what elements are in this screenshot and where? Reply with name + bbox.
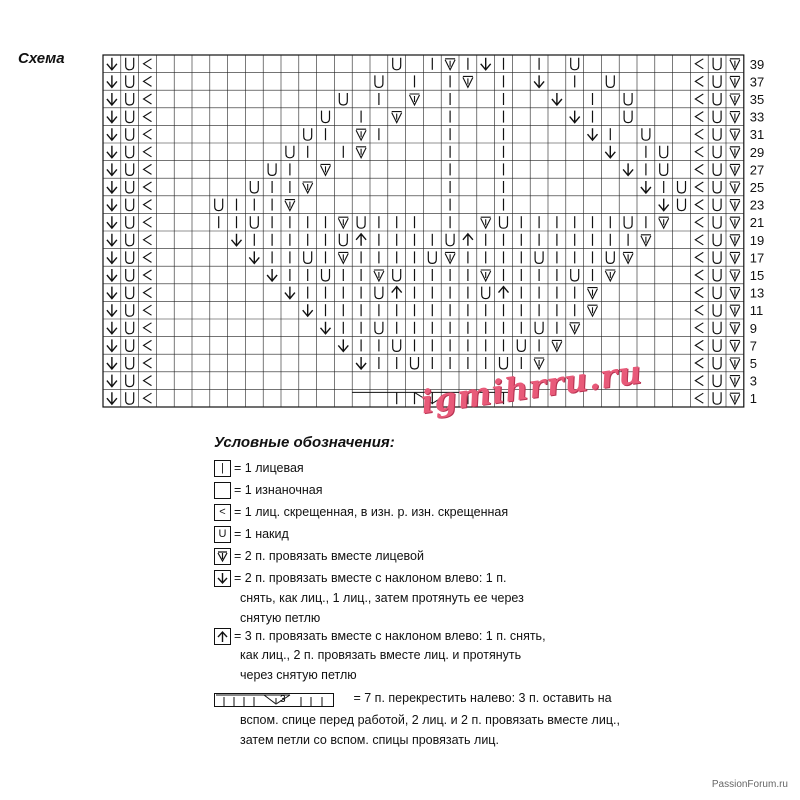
chart-stitch (660, 163, 668, 175)
row-number-label: 19 (749, 232, 765, 248)
chart-stitch (571, 58, 579, 70)
footer-credit: PassionForum.ru (711, 779, 788, 790)
border-stitch-right (713, 128, 721, 140)
chart-stitch (428, 251, 436, 263)
chart-stitch (285, 287, 295, 299)
ssk-icon (214, 570, 231, 587)
chart-stitch (500, 216, 508, 228)
chart-stitch (304, 251, 312, 263)
chart-stitch (303, 182, 313, 193)
chart-stitch (517, 339, 525, 351)
border-stitch-left (107, 251, 117, 263)
chart-stitch (678, 181, 686, 193)
row-number-label: 39 (749, 56, 765, 72)
border-stitch-right (713, 304, 721, 316)
schema-title: Схема (18, 50, 65, 67)
border-stitch-left (107, 93, 117, 105)
border-stitch-right (730, 129, 740, 140)
chart-stitch (588, 128, 598, 140)
chart-stitch (356, 234, 366, 246)
border-stitch-left (107, 322, 117, 334)
border-stitch-right (713, 375, 721, 387)
chart-stitch (605, 146, 615, 158)
chart-stitch (374, 270, 384, 281)
sk2p-icon (214, 628, 231, 645)
legend-purl (214, 480, 322, 500)
border-stitch-right (713, 199, 721, 211)
chart-stitch (552, 340, 562, 351)
chart-stitch (392, 112, 402, 123)
chart-stitch (392, 287, 402, 299)
border-stitch-left (126, 251, 134, 263)
border-stitch-right (695, 305, 703, 315)
chart-stitch (659, 217, 669, 228)
cross-number: 3 (280, 693, 286, 705)
chart-stitch (588, 288, 598, 299)
border-stitch-right (695, 112, 703, 122)
border-stitch-left (126, 111, 134, 123)
border-stitch-right (730, 323, 740, 334)
border-stitch-right (713, 93, 721, 105)
k2tog-icon (214, 548, 231, 565)
chart-stitch (605, 270, 615, 281)
legend-sk2p-text-1: = 3 п. провязать вместе с наклоном влево: 1 п. снять, (234, 629, 546, 643)
chart-stitch (215, 199, 223, 211)
border-stitch-right (695, 76, 703, 86)
chart-stitch (678, 199, 686, 211)
border-stitch-left (107, 287, 117, 299)
border-stitch-left (107, 128, 117, 140)
border-stitch-left (144, 217, 152, 227)
legend-cross-text-3: затем петли со вспом. спицы провязать лиц. (240, 733, 499, 747)
legend-ssk (214, 568, 506, 588)
border-stitch-left (144, 393, 152, 403)
border-stitch-right (695, 323, 703, 333)
chart-stitch (375, 287, 383, 299)
border-stitch-left (107, 269, 117, 281)
border-stitch-right (695, 358, 703, 368)
border-stitch-left (107, 304, 117, 316)
row-number-label: 25 (749, 180, 765, 195)
border-stitch-left (144, 235, 152, 245)
legend-knit-text: = 1 лицевая (234, 461, 304, 475)
border-stitch-left (107, 199, 117, 211)
border-stitch-right (730, 112, 740, 123)
legend-knit (214, 458, 304, 478)
chart-stitch (588, 305, 598, 316)
border-stitch-right (713, 163, 721, 175)
chart-stitch (249, 251, 259, 263)
cable-cross-icon (214, 690, 342, 708)
watermark: igmihrru.ru (418, 352, 645, 422)
border-stitch-right (695, 182, 703, 192)
chart-stitch (268, 163, 276, 175)
chart-stitch (375, 322, 383, 334)
row-number-label: 3 (749, 373, 758, 389)
legend-sk2p-text-2: как лиц., 2 п. провязать вместе лиц. и протянуть (240, 648, 522, 662)
border-stitch-left (126, 234, 134, 246)
chart-stitch (304, 128, 312, 140)
border-stitch-right (695, 393, 703, 403)
chart-stitch (535, 322, 543, 334)
chart-stitch (339, 93, 347, 105)
border-stitch-right (695, 94, 703, 104)
legend-ktbl (214, 502, 508, 522)
chart-stitch (375, 75, 383, 87)
border-stitch-left (144, 164, 152, 174)
chart-stitch (624, 111, 632, 123)
border-stitch-left (126, 375, 134, 387)
border-stitch-right (695, 340, 703, 350)
border-stitch-right (695, 200, 703, 210)
border-stitch-right (730, 393, 740, 404)
row-number-label: 21 (749, 215, 765, 231)
border-stitch-left (107, 375, 117, 387)
chart-stitch (642, 128, 650, 140)
border-stitch-left (107, 163, 117, 175)
chart-stitch (250, 181, 258, 193)
chart-grid (103, 55, 744, 407)
chart-stitch (445, 252, 455, 263)
chart-stitch (356, 147, 366, 158)
border-stitch-right (730, 305, 740, 316)
chart-stitch (570, 323, 580, 334)
chart-stitch (393, 339, 401, 351)
chart-stitch (232, 234, 242, 246)
chart-stitch (393, 58, 401, 70)
border-stitch-left (126, 146, 134, 158)
chart-stitch (410, 94, 420, 105)
chart-stitch (606, 251, 614, 263)
row-number-label: 11 (749, 303, 764, 319)
row-number-label: 15 (749, 268, 765, 283)
border-stitch-right (695, 59, 703, 69)
chart-stitch (463, 234, 473, 246)
chart-stitch (303, 304, 313, 316)
border-stitch-right (695, 129, 703, 139)
border-stitch-left (107, 146, 117, 158)
chart-stitch (641, 235, 651, 246)
border-stitch-right (713, 111, 721, 123)
chart-stitch (535, 251, 543, 263)
border-stitch-right (730, 376, 740, 387)
border-stitch-left (144, 76, 152, 86)
row-number-label: 29 (749, 144, 765, 160)
legend-cross-text-2: вспом. спице перед работой, 2 лиц. и 2 п. провязать вместе лиц., (240, 713, 620, 727)
row-number-label: 7 (749, 338, 758, 354)
border-stitch-left (144, 182, 152, 192)
border-stitch-right (695, 252, 703, 262)
border-stitch-right (695, 376, 703, 386)
border-stitch-right (730, 235, 740, 246)
twisted-stitch-icon: < (214, 504, 231, 521)
chart-stitch (357, 216, 365, 228)
row-number-column (750, 57, 764, 406)
border-stitch-left (144, 129, 152, 139)
border-stitch-right (695, 147, 703, 157)
legend-purl-text: = 1 изнаночная (234, 483, 323, 497)
border-stitch-left (144, 94, 152, 104)
chart-stitch (285, 200, 295, 211)
border-stitch-left (144, 376, 152, 386)
border-stitch-right (695, 288, 703, 298)
legend-ssk-text-2: снять, как лиц., 1 лиц., затем протянуть ее через (240, 591, 524, 605)
border-stitch-left (107, 234, 117, 246)
chart-stitch (446, 234, 454, 246)
border-stitch-left (107, 58, 117, 70)
border-stitch-left (126, 75, 134, 87)
chart-stitch (338, 339, 348, 351)
border-stitch-left (107, 357, 117, 369)
chart-stitch (411, 357, 419, 369)
border-stitch-right (695, 164, 703, 174)
border-stitch-left (107, 75, 117, 87)
border-stitch-right (713, 357, 721, 369)
purl-symbol-icon (214, 482, 231, 499)
legend-k2tog-text: = 2 п. провязать вместе лицевой (234, 549, 424, 563)
row-number-label: 37 (749, 74, 765, 90)
border-stitch-right (730, 59, 740, 70)
row-number-label: 27 (749, 162, 765, 178)
chart-stitch (482, 287, 490, 299)
chart-stitch (623, 163, 633, 175)
border-stitch-left (126, 269, 134, 281)
border-stitch-left (126, 322, 134, 334)
border-stitch-left (144, 147, 152, 157)
chart-stitch (356, 357, 366, 369)
chart-stitch (481, 58, 491, 70)
border-stitch-right (713, 392, 721, 404)
border-stitch-right (730, 340, 740, 351)
border-stitch-left (126, 339, 134, 351)
border-stitch-left (126, 287, 134, 299)
border-stitch-left (107, 181, 117, 193)
border-stitch-left (144, 252, 152, 262)
border-stitch-left (126, 58, 134, 70)
border-stitch-left (107, 216, 117, 228)
border-stitch-left (144, 288, 152, 298)
legend-k2tog (214, 546, 424, 566)
border-stitch-right (695, 217, 703, 227)
border-stitch-right (695, 235, 703, 245)
row-number-label: 9 (749, 320, 758, 336)
row-number-label: 35 (749, 92, 765, 107)
chart-stitch (624, 216, 632, 228)
legend-cross (214, 688, 612, 708)
border-stitch-left (144, 200, 152, 210)
legend-cross-text-1: = 7 п. перекрестить налево: 3 п. оставить на (353, 691, 612, 705)
chart-stitch (570, 111, 580, 123)
border-stitch-right (730, 270, 740, 281)
border-stitch-left (144, 59, 152, 69)
border-stitch-right (713, 339, 721, 351)
border-stitch-left (144, 340, 152, 350)
border-stitch-right (730, 94, 740, 105)
border-stitch-left (144, 323, 152, 333)
border-stitch-right (730, 288, 740, 299)
border-stitch-right (713, 181, 721, 193)
border-stitch-right (713, 269, 721, 281)
row-number-label: 1 (749, 391, 758, 407)
chart-stitch (624, 93, 632, 105)
legend-yo-text: = 1 накид (234, 527, 289, 541)
legend-title: Условные обозначения: (214, 434, 395, 451)
border-stitch-left (126, 199, 134, 211)
chart-stitch (534, 75, 544, 87)
legend-ssk-text-3: снятую петлю (240, 611, 321, 625)
border-stitch-left (126, 357, 134, 369)
border-stitch-right (713, 234, 721, 246)
border-stitch-right (713, 58, 721, 70)
border-stitch-right (730, 358, 740, 369)
chart-stitch (552, 93, 562, 105)
border-stitch-right (730, 164, 740, 175)
border-stitch-right (695, 270, 703, 280)
border-stitch-left (126, 392, 134, 404)
border-stitch-left (144, 112, 152, 122)
chart-stitch (445, 59, 455, 70)
border-stitch-right (730, 217, 740, 228)
chart-stitch (321, 164, 331, 175)
chart-stitch (571, 269, 579, 281)
row-number-label: 5 (749, 356, 758, 371)
border-stitch-left (126, 163, 134, 175)
border-stitch-right (713, 75, 721, 87)
chart-stitch (623, 252, 633, 263)
border-stitch-right (730, 76, 740, 87)
chart-stitch (321, 322, 331, 334)
chart-stitch (250, 216, 258, 228)
legend-ktbl-text: = 1 лиц. скрещенная, в изн. р. изн. скрещенная (234, 505, 509, 519)
chart-stitch (267, 269, 277, 281)
legend-sk2p-text-3: через снятую петлю (240, 668, 357, 682)
chart-stitch (338, 252, 348, 263)
border-stitch-right (713, 287, 721, 299)
legend-yo (214, 524, 289, 544)
border-stitch-right (730, 200, 740, 211)
border-stitch-left (144, 305, 152, 315)
chart-stitch (641, 181, 651, 193)
border-stitch-left (126, 304, 134, 316)
row-number-label: 33 (749, 109, 765, 125)
border-stitch-right (713, 216, 721, 228)
border-stitch-left (107, 339, 117, 351)
chart-stitch (322, 269, 330, 281)
border-stitch-left (126, 216, 134, 228)
border-stitch-right (713, 251, 721, 263)
chart-stitch (659, 199, 669, 211)
border-stitch-right (730, 182, 740, 193)
chart-stitch (322, 111, 330, 123)
legend-ssk-text-1: = 2 п. провязать вместе с наклоном влево: 1 п. (234, 571, 507, 585)
row-number-label: 17 (749, 250, 765, 266)
legend-sk2p (214, 626, 546, 646)
row-number-label: 13 (749, 285, 765, 301)
chart-stitch (286, 146, 294, 158)
chart-stitch (463, 76, 473, 87)
knit-symbol-icon: | (214, 460, 231, 477)
chart-stitch (356, 129, 366, 140)
border-stitch-right (730, 252, 740, 263)
border-stitch-right (713, 322, 721, 334)
yarn-over-icon: U (214, 526, 231, 543)
row-number-label: 31 (749, 127, 765, 143)
row-number-label: 23 (749, 197, 765, 213)
border-stitch-left (144, 358, 152, 368)
border-stitch-left (126, 93, 134, 105)
border-stitch-left (126, 181, 134, 193)
border-stitch-left (107, 392, 117, 404)
border-stitch-right (713, 146, 721, 158)
chart-stitch (338, 217, 348, 228)
border-stitch-left (107, 111, 117, 123)
chart-stitch (499, 287, 509, 299)
border-stitch-right (730, 147, 740, 158)
chart-stitch (500, 357, 508, 369)
chart-stitch (393, 269, 401, 281)
chart-stitch (481, 270, 491, 281)
chart-stitch (339, 234, 347, 246)
chart-stitch (606, 75, 614, 87)
border-stitch-left (126, 128, 134, 140)
chart-stitch (660, 146, 668, 158)
chart-stitch (481, 217, 491, 228)
border-stitch-left (144, 270, 152, 280)
